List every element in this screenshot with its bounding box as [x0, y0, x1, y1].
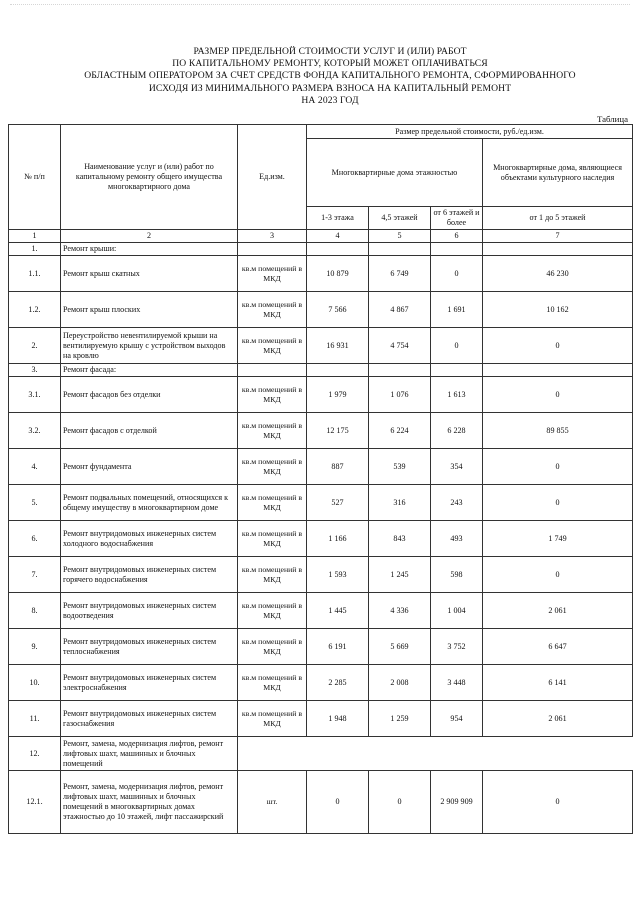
value-floors-6-plus: 0: [431, 256, 483, 292]
row-name: Ремонт фасада:: [61, 364, 238, 377]
title-line: ИСХОДЯ ИЗ МИНИМАЛЬНОГО РАЗМЕРА ВЗНОСА НА КАПИТАЛЬНЫЙ РЕМОНТ: [148, 82, 512, 94]
value-cultural: 0: [483, 485, 633, 521]
row-unit: кв.м помещений в МКД: [238, 256, 307, 292]
table-row: [9, 377, 633, 413]
value-cultural: 6 141: [483, 665, 633, 701]
value-floors-4-5: 2 008: [369, 665, 431, 701]
header-mkd: Многоквартирные дома этажностью: [307, 139, 483, 207]
row-number: 6.: [9, 521, 61, 557]
table-row: [9, 629, 633, 665]
row-unit: кв.м помещений в МКД: [238, 629, 307, 665]
value-floors-4-5: 1 076: [369, 377, 431, 413]
row-unit: кв.м помещений в МКД: [238, 593, 307, 629]
row-name: Ремонт внутридомовых инженерных систем холодного водоснабжения: [61, 521, 238, 557]
scan-top-edge: [10, 4, 630, 8]
value-floors-6-plus: 1 691: [431, 292, 483, 328]
row-unit: кв.м помещений в МКД: [238, 521, 307, 557]
empty-cell: [307, 243, 369, 256]
value-floors-6-plus: 954: [431, 701, 483, 737]
empty-cell: [483, 364, 633, 377]
value-floors-1-3: 10 879: [307, 256, 369, 292]
header-num: № п/п: [9, 125, 61, 230]
header-cost: Размер предельной стоимости, руб./ед.изм.: [307, 125, 633, 139]
row-unit: кв.м помещений в МКД: [238, 328, 307, 364]
value-floors-1-3: 7 566: [307, 292, 369, 328]
table-row: [9, 292, 633, 328]
row-unit: кв.м помещений в МКД: [238, 485, 307, 521]
table-row: [9, 737, 633, 771]
row-number: 5.: [9, 485, 61, 521]
value-floors-4-5: 4 754: [369, 328, 431, 364]
row-number: 3.: [9, 364, 61, 377]
value-floors-1-3: 527: [307, 485, 369, 521]
title-line: ОБЛАСТНЫМ ОПЕРАТОРОМ ЗА СЧЕТ СРЕДСТВ ФОНДА КАПИТАЛЬНОГО РЕМОНТА, СФОРМИРОВАННОГО: [84, 70, 576, 82]
header-floors-1-3: 1-3 этажа: [307, 207, 369, 230]
row-number: 1.: [9, 243, 61, 256]
value-cultural: 2 061: [483, 593, 633, 629]
column-number: 2: [61, 230, 238, 243]
value-cultural: 0: [483, 771, 633, 834]
table-row: [9, 771, 633, 834]
table-row: [9, 413, 633, 449]
value-floors-4-5: 1 245: [369, 557, 431, 593]
table-row: [9, 557, 633, 593]
table-row: [9, 243, 633, 256]
value-floors-4-5: 539: [369, 449, 431, 485]
row-name: Ремонт, замена, модернизация лифтов, ремонт лифтовых шахт, машинных и блочных помещений в многоквартирных домах этажностью до 10 этажей, лифт пассажирский: [61, 771, 238, 834]
row-unit: кв.м помещений в МКД: [238, 665, 307, 701]
row-number: 10.: [9, 665, 61, 701]
value-cultural: 10 162: [483, 292, 633, 328]
title-line: РАЗМЕР ПРЕДЕЛЬНОЙ СТОИМОСТИ УСЛУГ И (ИЛИ) РАБОТ: [193, 46, 467, 57]
value-floors-4-5: 0: [369, 771, 431, 834]
row-number: 2.: [9, 328, 61, 364]
row-number: 9.: [9, 629, 61, 665]
value-cultural: 0: [483, 377, 633, 413]
value-floors-4-5: 316: [369, 485, 431, 521]
row-unit: кв.м помещений в МКД: [238, 377, 307, 413]
table-row: [9, 521, 633, 557]
value-floors-4-5: 5 669: [369, 629, 431, 665]
value-floors-1-3: 12 175: [307, 413, 369, 449]
value-floors-4-5: 4 336: [369, 593, 431, 629]
row-unit: шт.: [238, 771, 307, 834]
value-floors-6-plus: 2 909 909: [431, 771, 483, 834]
value-floors-1-3: 6 191: [307, 629, 369, 665]
header-floors-6-plus: от 6 этажей и более: [431, 207, 483, 230]
row-number: 3.1.: [9, 377, 61, 413]
header-name: Наименование услуг и (или) работ по капитальному ремонту общего имущества многоквартирного дома: [61, 125, 238, 230]
empty-cell: [369, 243, 431, 256]
row-name: Ремонт подвальных помещений, относящихся к общему имуществу в многоквартирном доме: [61, 485, 238, 521]
value-cultural: 0: [483, 557, 633, 593]
header-floors-1-5: от 1 до 5 этажей: [483, 207, 633, 230]
value-floors-6-plus: 3 752: [431, 629, 483, 665]
value-floors-4-5: 6 224: [369, 413, 431, 449]
row-unit: кв.м помещений в МКД: [238, 292, 307, 328]
value-cultural: 1 749: [483, 521, 633, 557]
row-unit: кв.м помещений в МКД: [238, 701, 307, 737]
empty-cell: [483, 243, 633, 256]
title-line: ПО КАПИТАЛЬНОМУ РЕМОНТУ, КОТОРЫЙ МОЖЕТ ОПЛАЧИВАТЬСЯ: [172, 58, 488, 70]
empty-cell: [369, 364, 431, 377]
row-number: 4.: [9, 449, 61, 485]
row-number: 12.: [9, 737, 61, 771]
value-floors-6-plus: 243: [431, 485, 483, 521]
value-floors-1-3: 16 931: [307, 328, 369, 364]
empty-cell: [238, 364, 307, 377]
value-floors-4-5: 4 867: [369, 292, 431, 328]
row-name: Ремонт фасадов без отделки: [61, 377, 238, 413]
value-floors-6-plus: 0: [431, 328, 483, 364]
document-title: [40, 46, 620, 107]
value-floors-1-3: 1 166: [307, 521, 369, 557]
value-cultural: 0: [483, 449, 633, 485]
value-floors-6-plus: 1 004: [431, 593, 483, 629]
row-number: 1.2.: [9, 292, 61, 328]
empty-cell: [431, 364, 483, 377]
value-floors-1-3: 1 593: [307, 557, 369, 593]
value-floors-6-plus: 493: [431, 521, 483, 557]
column-number: 5: [369, 230, 431, 243]
column-number: 6: [431, 230, 483, 243]
row-number: 1.1.: [9, 256, 61, 292]
value-floors-6-plus: 3 448: [431, 665, 483, 701]
table-row: [9, 449, 633, 485]
value-floors-4-5: 1 259: [369, 701, 431, 737]
row-name: Ремонт внутридомовых инженерных систем теплоснабжения: [61, 629, 238, 665]
column-numbers-row: [9, 230, 633, 243]
row-name: Ремонт внутридомовых инженерных систем электроснабжения: [61, 665, 238, 701]
row-name: Ремонт фасадов с отделкой: [61, 413, 238, 449]
row-name: Ремонт крыш скатных: [61, 256, 238, 292]
row-name: Переустройство невентилируемой крыши на вентилируемую крышу с устройством выходов на кровлю: [61, 328, 238, 364]
value-cultural: 2 061: [483, 701, 633, 737]
row-name: Ремонт, замена, модернизация лифтов, ремонт лифтовых шахт, машинных и блочных помещений: [61, 737, 238, 771]
value-floors-6-plus: 598: [431, 557, 483, 593]
value-floors-1-3: 1 979: [307, 377, 369, 413]
value-floors-1-3: 0: [307, 771, 369, 834]
value-floors-4-5: 843: [369, 521, 431, 557]
column-number: 3: [238, 230, 307, 243]
row-number: 12.1.: [9, 771, 61, 834]
column-number: 4: [307, 230, 369, 243]
row-unit: кв.м помещений в МКД: [238, 413, 307, 449]
row-number: 8.: [9, 593, 61, 629]
value-floors-1-3: 1 445: [307, 593, 369, 629]
value-floors-1-3: 2 285: [307, 665, 369, 701]
column-number: 7: [483, 230, 633, 243]
row-unit: кв.м помещений в МКД: [238, 557, 307, 593]
header-cultural: Многоквартирные дома, являющиеся объектами культурного наследия: [483, 139, 633, 207]
table-row: [9, 328, 633, 364]
empty-cell: [238, 243, 307, 256]
value-floors-6-plus: 1 613: [431, 377, 483, 413]
value-floors-1-3: 887: [307, 449, 369, 485]
header-unit: Ед.изм.: [238, 125, 307, 230]
column-number: 1: [9, 230, 61, 243]
row-number: 3.2.: [9, 413, 61, 449]
value-floors-4-5: 6 749: [369, 256, 431, 292]
row-number: 11.: [9, 701, 61, 737]
header-floors-4-5: 4,5 этажей: [369, 207, 431, 230]
row-name: Ремонт крыши:: [61, 243, 238, 256]
value-cultural: 46 230: [483, 256, 633, 292]
table-row: [9, 701, 633, 737]
value-floors-1-3: 1 948: [307, 701, 369, 737]
value-cultural: 6 647: [483, 629, 633, 665]
table-row: [9, 256, 633, 292]
row-unit: кв.м помещений в МКД: [238, 449, 307, 485]
group-empty-cell: [238, 737, 633, 771]
value-cultural: 0: [483, 328, 633, 364]
row-name: Ремонт внутридомовых инженерных систем горячего водоснабжения: [61, 557, 238, 593]
row-name: Ремонт фундамента: [61, 449, 238, 485]
value-floors-6-plus: 354: [431, 449, 483, 485]
row-number: 7.: [9, 557, 61, 593]
row-name: Ремонт внутридомовых инженерных систем газоснабжения: [61, 701, 238, 737]
table-row: [9, 364, 633, 377]
table-label: Таблица: [596, 114, 628, 124]
value-floors-6-plus: 6 228: [431, 413, 483, 449]
row-name: Ремонт крыш плоских: [61, 292, 238, 328]
empty-cell: [431, 243, 483, 256]
empty-cell: [307, 364, 369, 377]
value-cultural: 89 855: [483, 413, 633, 449]
table-row: [9, 485, 633, 521]
title-line: НА 2023 ГОД: [301, 94, 359, 106]
table-row: [9, 593, 633, 629]
row-name: Ремонт внутридомовых инженерных систем водоотведения: [61, 593, 238, 629]
table-row: [9, 665, 633, 701]
cost-table: [8, 124, 633, 834]
